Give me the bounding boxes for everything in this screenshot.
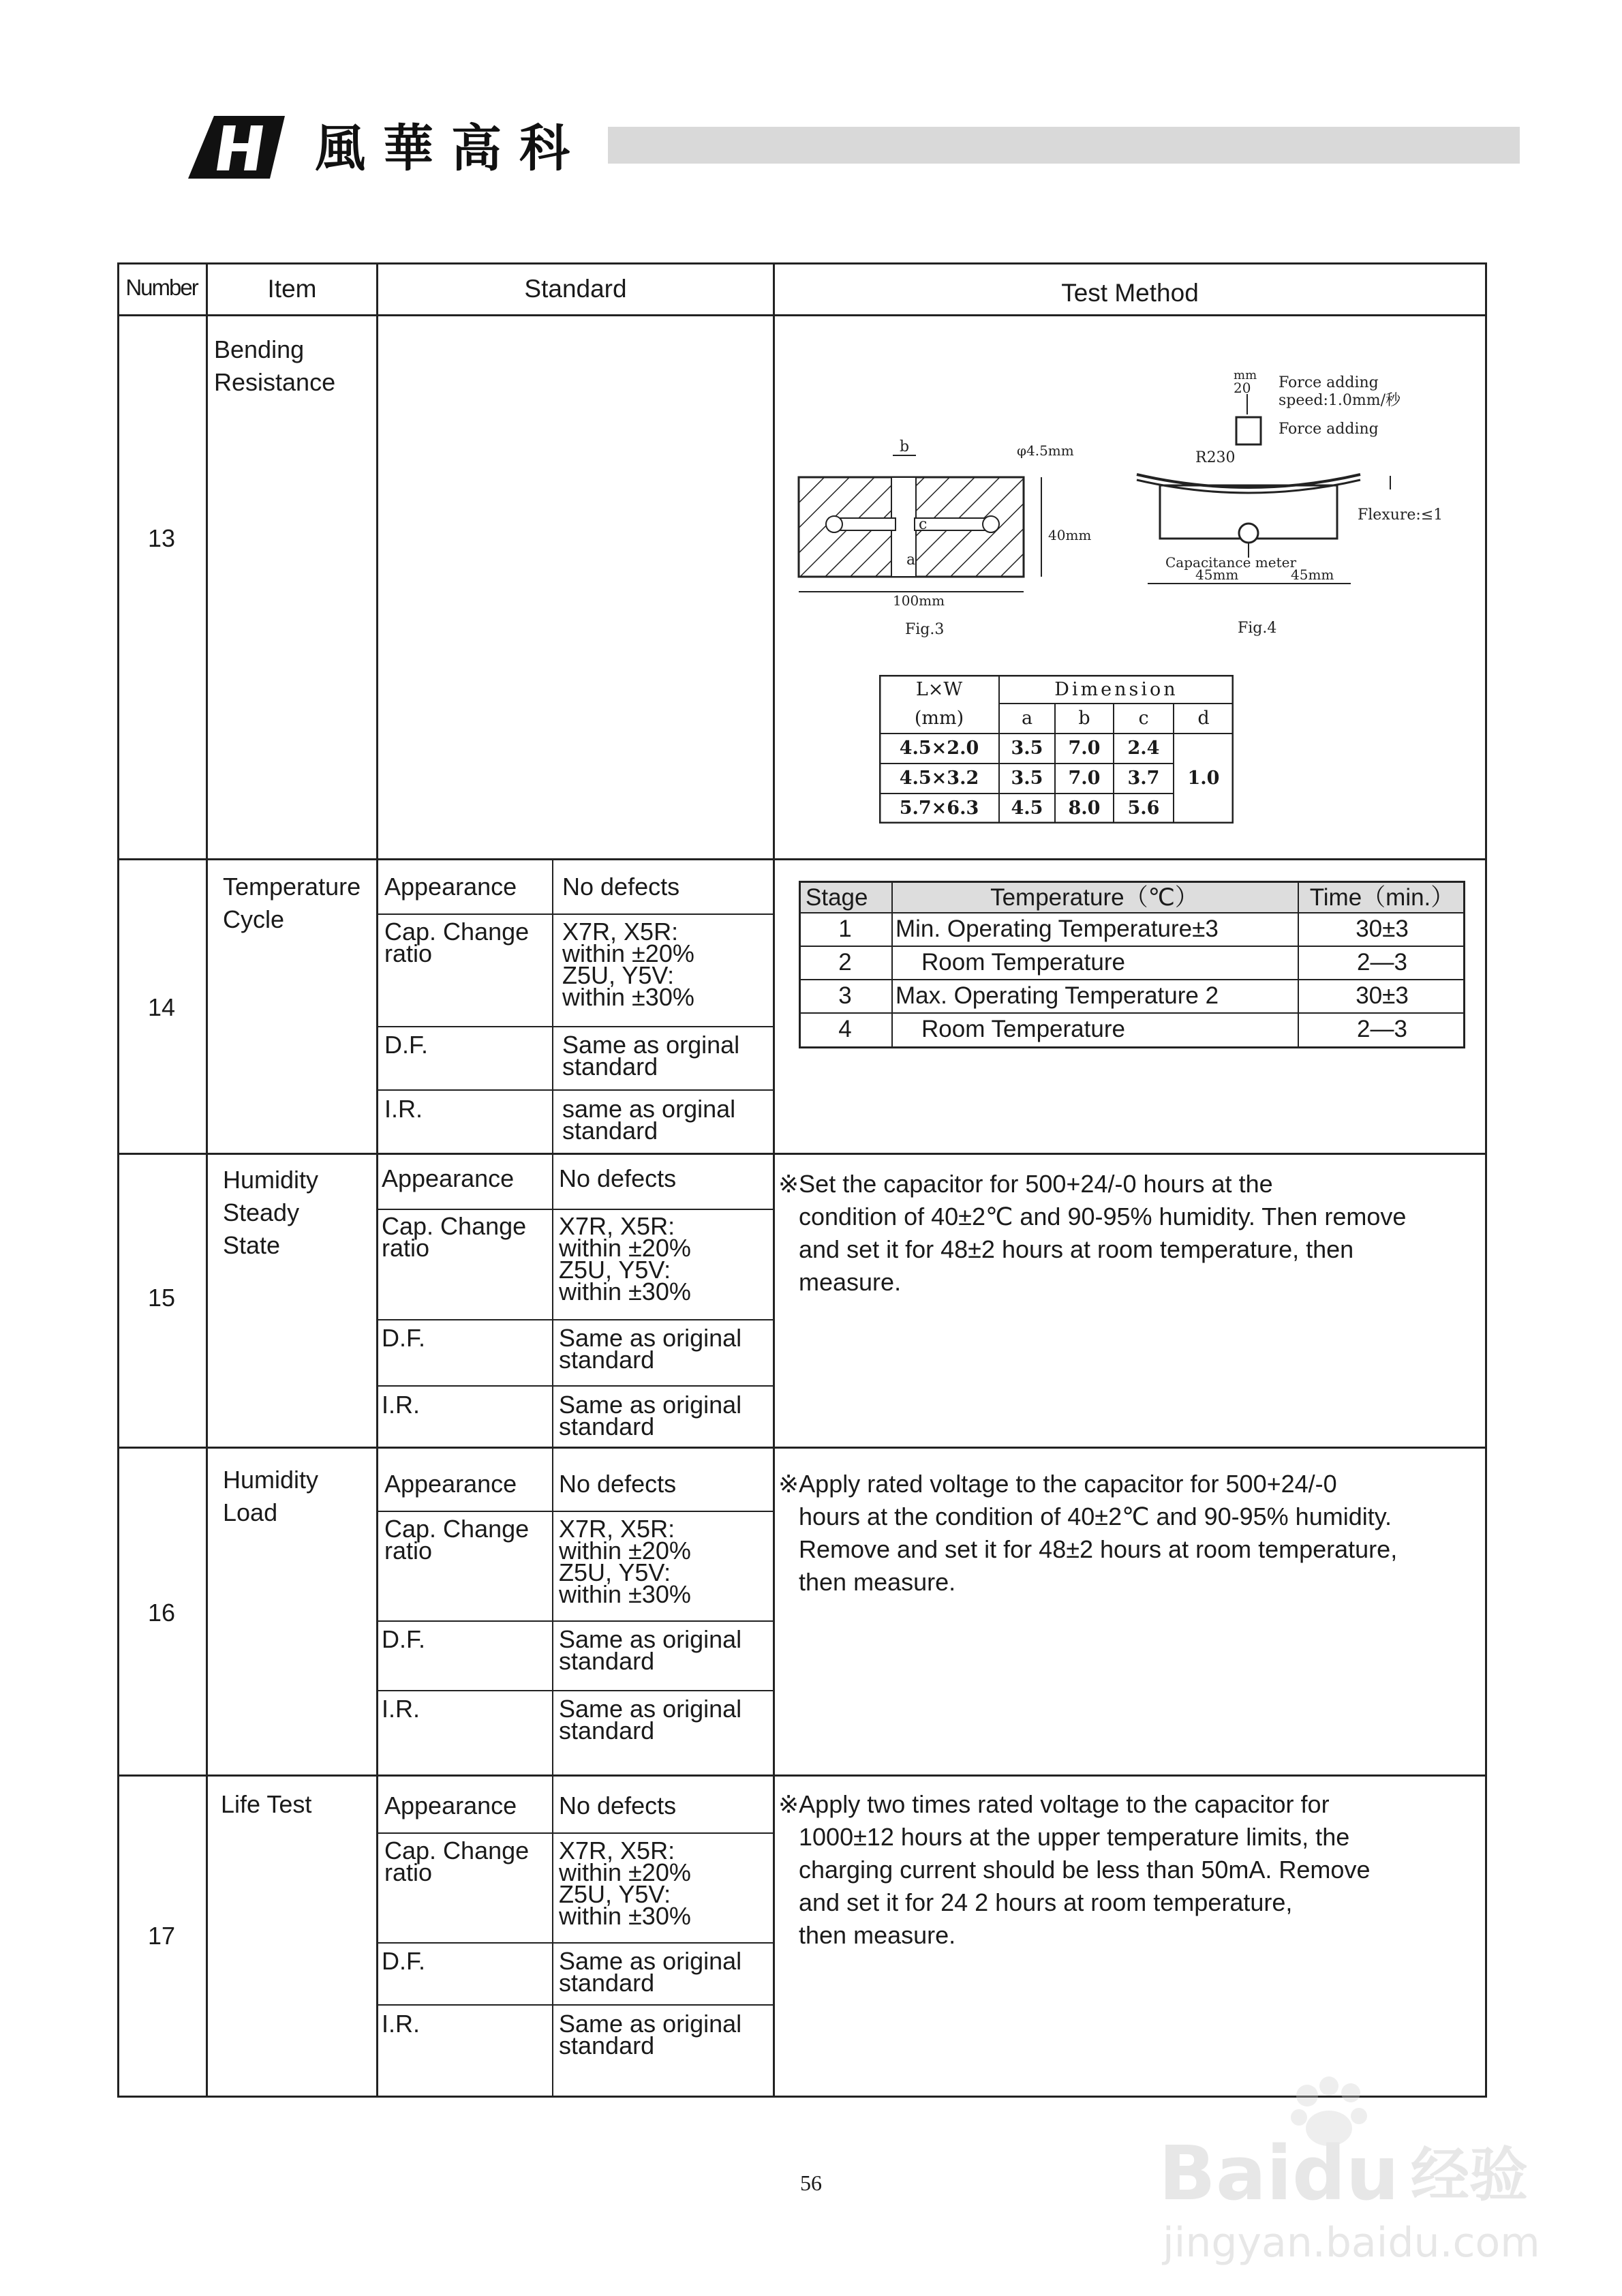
std-value: same as orginal standard xyxy=(562,1095,736,1145)
header-bar xyxy=(608,127,1520,164)
fig-label-phi: φ4.5mm xyxy=(1017,442,1074,459)
dim-header-mm: (mm) xyxy=(914,708,964,729)
std-value: Same as orginal standard xyxy=(562,1031,740,1081)
std-value: Same as original standard xyxy=(559,2010,742,2059)
dim-cell: 7.0 xyxy=(1068,738,1101,759)
fig-label-force-adding: Force adding xyxy=(1279,421,1379,438)
header-test-method: Test Method xyxy=(1061,279,1199,307)
watermark-cn: 经验 xyxy=(1411,2141,1528,2209)
dim-cell: 3.7 xyxy=(1127,768,1160,789)
std-label: Appearance xyxy=(384,1792,517,1819)
dim-cell: 5.6 xyxy=(1127,798,1160,819)
dim-cell: 7.0 xyxy=(1068,768,1101,789)
temp-header-temperature: Temperature（℃） xyxy=(990,884,1199,911)
row-number: 15 xyxy=(147,1284,176,1312)
dim-cell: 2.4 xyxy=(1127,738,1160,759)
fig-label-cap-meter: Capacitance meter xyxy=(1165,554,1297,571)
std-label: I.R. xyxy=(382,2010,420,2038)
baidu-watermark xyxy=(1159,2072,1540,2270)
row-item: Temperature Cycle xyxy=(223,873,361,933)
std-label: I.R. xyxy=(384,1095,423,1123)
std-label: Cap. Change ratio xyxy=(384,1837,530,1886)
dim-cell: 4.5 xyxy=(1011,798,1043,819)
std-value: Same as original standard xyxy=(559,1324,742,1374)
header-standard: Standard xyxy=(524,275,627,303)
temp-header-time: Time（min.） xyxy=(1309,884,1455,911)
temp-value: Min. Operating Temperature±3 xyxy=(896,916,1219,942)
row-item: Life Test xyxy=(221,1790,312,1818)
row-number: 17 xyxy=(147,1922,176,1950)
bending-test-figure xyxy=(791,360,1486,646)
fig-label-40mm: 40mm xyxy=(1048,527,1092,543)
dim-cell: 4.5×3.2 xyxy=(899,768,979,789)
std-label: D.F. xyxy=(384,1031,429,1059)
std-label: I.R. xyxy=(382,1391,420,1419)
dim-cell: 8.0 xyxy=(1068,798,1101,819)
company-logo-icon xyxy=(188,116,285,179)
dim-col-c: c xyxy=(1138,708,1149,729)
std-value: No defects xyxy=(559,1164,677,1192)
test-method-text: ※Set the capacitor for 500+24/-0 hours at the condition of 40±2℃ and 90-95% humidity. Then remove and set it for 48±2 hours at room temperature, then measure. xyxy=(778,1170,1407,1296)
std-value: X7R, X5R: within ±20% Z5U, Y5V: within ±30% xyxy=(559,1212,691,1305)
std-label: Cap. Change ratio xyxy=(384,1515,530,1565)
dimension-table xyxy=(879,675,1234,824)
std-value: No defects xyxy=(562,873,680,901)
std-label: I.R. xyxy=(382,1695,420,1723)
fig-label-c: c xyxy=(919,516,928,533)
dim-cell: 4.5×2.0 xyxy=(899,738,979,759)
std-label: Cap. Change ratio xyxy=(382,1212,527,1262)
temp-time: 2—3 xyxy=(1357,1016,1407,1042)
temp-stage: 1 xyxy=(838,916,852,942)
std-value: Same as original standard xyxy=(559,1947,742,1997)
std-value: No defects xyxy=(559,1792,677,1819)
std-label: Appearance xyxy=(382,1164,515,1192)
dim-cell: 3.5 xyxy=(1011,738,1043,759)
fig-label-100mm: 100mm xyxy=(893,592,945,609)
std-label: Appearance xyxy=(384,1470,517,1498)
std-value: Same as original standard xyxy=(559,1625,742,1675)
test-method-text: ※Apply rated voltage to the capacitor for 500+24/-0 hours at the condition of 40±2℃ and 90-95% humidity. Remove and set it for 48±2 hours at room temperature, then measure. xyxy=(778,1470,1398,1596)
page-number: 56 xyxy=(800,2171,822,2195)
std-value: Same as original standard xyxy=(559,1391,742,1440)
fig-label-45mm-a: 45mm xyxy=(1195,567,1239,583)
row-number: 13 xyxy=(147,524,176,552)
fig3-caption: Fig.3 xyxy=(905,621,945,638)
std-value: No defects xyxy=(559,1470,677,1498)
fig4-caption: Fig.4 xyxy=(1238,620,1277,637)
company-name: 風華高科 xyxy=(315,119,587,178)
header-item: Item xyxy=(267,275,317,303)
row-item: Humidity Load xyxy=(223,1466,319,1526)
temp-time: 2—3 xyxy=(1357,949,1407,976)
fig-label-force-speed-2: speed:1.0mm/秒 xyxy=(1279,392,1401,409)
row-number: 14 xyxy=(147,993,176,1021)
dim-col-a: a xyxy=(1021,708,1033,729)
std-value: Same as original standard xyxy=(559,1695,742,1744)
temp-time: 30±3 xyxy=(1356,982,1409,1009)
temperature-cycle-table xyxy=(799,881,1465,1048)
temp-stage: 3 xyxy=(838,982,852,1009)
std-value: X7R, X5R: within ±20% Z5U, Y5V: within ±30% xyxy=(562,918,694,1011)
dim-cell: 3.5 xyxy=(1011,768,1043,789)
watermark-url: jingyan.baidu.com xyxy=(1163,2219,1540,2267)
std-label: D.F. xyxy=(382,1324,426,1352)
fig-label-r230: R230 xyxy=(1195,449,1236,466)
header-number: Number xyxy=(125,275,198,300)
std-label: Appearance xyxy=(384,873,517,901)
fig-label-mm: mm xyxy=(1234,368,1257,382)
watermark-brand: Bai xyxy=(1159,2130,1292,2217)
temp-value: Room Temperature xyxy=(921,1016,1125,1042)
temp-value: Room Temperature xyxy=(921,949,1125,976)
dim-col-d: d xyxy=(1197,708,1210,729)
std-value: X7R, X5R: within ±20% Z5U, Y5V: within ±30% xyxy=(559,1837,691,1930)
temp-stage: 2 xyxy=(838,949,852,976)
std-label: D.F. xyxy=(382,1947,426,1975)
row-item: Humidity Steady State xyxy=(223,1166,319,1259)
std-label: Cap. Change ratio xyxy=(384,918,530,967)
dim-cell-d: 1.0 xyxy=(1187,768,1220,789)
fig-label-a: a xyxy=(906,552,916,569)
std-value: X7R, X5R: within ±20% Z5U, Y5V: within ±30% xyxy=(559,1515,691,1608)
fig-label-45mm-b: 45mm xyxy=(1291,567,1334,583)
dim-cell: 5.7×6.3 xyxy=(899,798,979,819)
fig-label-force-speed-1: Force adding xyxy=(1279,374,1379,391)
dim-col-b: b xyxy=(1078,708,1090,729)
temp-value: Max. Operating Temperature 2 xyxy=(896,982,1219,1009)
temp-stage: 4 xyxy=(838,1016,852,1042)
row-item: Bending Resistance xyxy=(214,335,336,396)
dim-header-lw: L×W xyxy=(915,679,963,700)
std-label: D.F. xyxy=(382,1625,426,1653)
temp-time: 30±3 xyxy=(1356,916,1409,942)
dim-header-dimension: Dimension xyxy=(1054,679,1178,700)
test-method-text: ※Apply two times rated voltage to the capacitor for 1000±12 hours at the upper temperature limits, the charging current should be less than 50mA. Remove and set it for 24 2 hours at room temperature, then measure. xyxy=(778,1790,1371,1949)
watermark-brand2: du xyxy=(1292,2130,1400,2217)
temp-header-stage: Stage xyxy=(806,884,868,911)
row-number: 16 xyxy=(147,1599,176,1627)
fig-label-flexure: Flexure:≤1 xyxy=(1358,507,1443,524)
fig-label-20: 20 xyxy=(1234,380,1251,396)
fig-label-b: b xyxy=(900,438,910,455)
